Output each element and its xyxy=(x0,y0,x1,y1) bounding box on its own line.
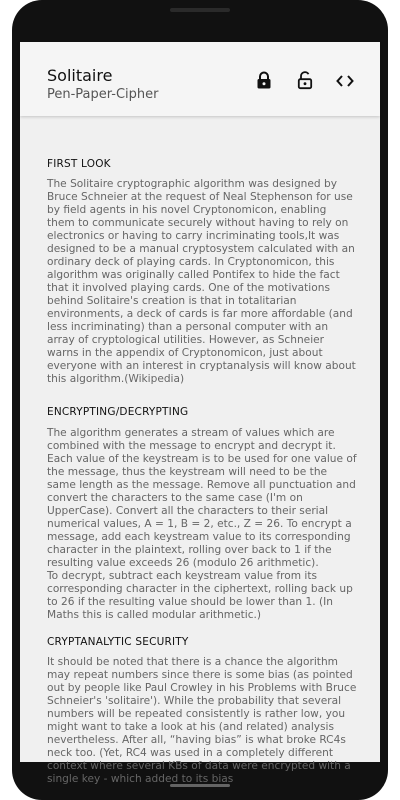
article-content[interactable] xyxy=(20,116,380,785)
section-title: FIRST LOOK xyxy=(47,158,111,170)
section-title: ENCRYPTING/DECRYPTING xyxy=(47,406,189,418)
code-button[interactable] xyxy=(333,70,357,94)
section-body: The Solitaire cryptographic algorithm was designed by Bruce Schneier at the request of Neal Stephenson for use by field agents in his novel Cryptonomicon, enabling them to communicate securely without having to rely on electronics or having to carry incriminating tools,It was designed to be a manual cryptosystem calculated with an ordinary deck of playing cards. In Cryptonomicon, this algorithm was originally called Pontifex to hide the fact that it involved playing cards. One of the motivations behind Solitaire's creation is that in totalitarian environments, a deck of cards is far more affordable (and less incriminating) than a personal computer with an array of cryptological utilities. However, as Schneier warns in the appendix of Cryptonomicon, just about everyone with an interest in cryptanalysis will know about this algorithm.(Wikipedia) xyxy=(47,178,356,385)
section-body: The algorithm generates a stream of values which are combined with the message to encrypt and decrypt it. Each value of the keystream is to be used for one value of the message, thus the keystream will need to be the same length as the message. Remove all punctuation and convert the characters to the same case (I'm on UpperCase). Convert all the characters to their serial numerical values, A = 1, B = 2, etc., Z = 26. To encrypt a message, add each keystream value to its corresponding character in the plaintext, rolling over back to 1 if the resulting value exceeds 26 (modulo 26 arithmetic). To decrypt, subtract each keystream value from its corresponding character in the ciphertext, rolling back up to 26 if the resulting value should be lower than 1. (In Maths this is called modular arithmetic.) xyxy=(47,427,357,621)
speaker-grille xyxy=(170,8,230,12)
lock-open-icon xyxy=(297,71,313,93)
home-indicator[interactable] xyxy=(170,784,230,787)
app-subtitle: Pen-Paper-Cipher xyxy=(47,87,159,102)
section-first-look-body xyxy=(47,178,357,386)
app-title: Solitaire xyxy=(47,66,113,85)
lock-closed-button[interactable] xyxy=(252,70,276,94)
section-first-look xyxy=(47,158,357,170)
lock-closed-icon xyxy=(256,71,272,93)
section-body: It should be noted that there is a chance the algorithm may repeat numbers since there is some bias (as pointed out by people like Paul Crowley in his Problems with Bruce Schneier's 'solitaire'). While the probability that several numbers will be repeated consistently is rather low, you might want to take a look at his (and related) analysis nevertheless. After all, “having bias” is what broke RC4s neck too. (Yet, RC4 was used in a completely different context where several KBs of data were encrypted with a single key - which added to its bias xyxy=(47,656,357,785)
screen xyxy=(20,42,380,785)
lock-open-button[interactable] xyxy=(293,70,317,94)
code-icon xyxy=(336,73,354,92)
section-cryptanalytic-body xyxy=(47,656,357,786)
section-encrypting-body xyxy=(47,427,357,622)
section-title: CRYPTANALYTIC SECURITY xyxy=(47,636,189,648)
app-bar xyxy=(20,42,380,116)
section-encrypting xyxy=(47,406,357,418)
section-cryptanalytic xyxy=(47,636,357,648)
